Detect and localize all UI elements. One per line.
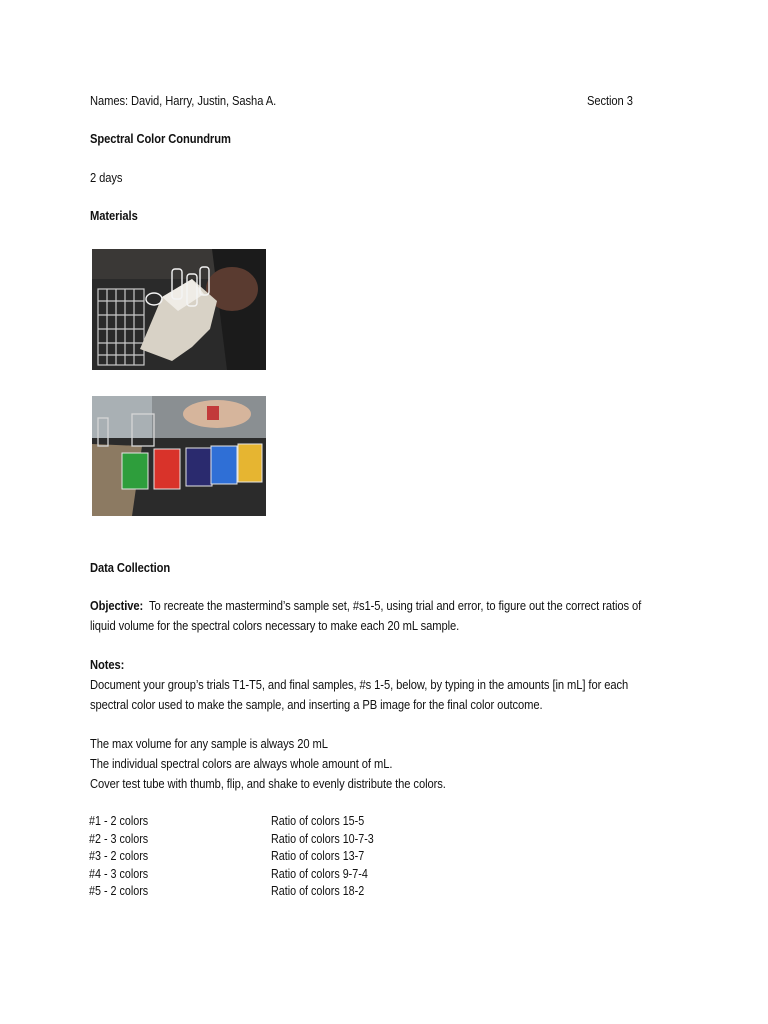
duration-text: 2 days: [90, 170, 123, 185]
objective-text-1: To recreate the mastermind’s sample set, #s1-5, using trial and error, to figure out the correct ratios of: [149, 598, 642, 613]
objective-line-1: [90, 598, 641, 614]
names-line: Names: David, Harry, Justin, Sasha A.: [90, 93, 277, 108]
sample-ratio: Ratio of colors 10-7-3: [271, 832, 374, 846]
sample-label: #3 - 2 colors: [89, 849, 149, 863]
notes-label: Notes:: [90, 657, 125, 672]
document-title: Spectral Color Conundrum: [90, 131, 231, 146]
sample-label: #5 - 2 colors: [89, 884, 149, 898]
sample-ratio: Ratio of colors 13-7: [271, 849, 365, 863]
rule-3: Cover test tube with thumb, flip, and shake to evenly distribute the colors.: [90, 776, 446, 791]
glassware-photo-drawing: [92, 249, 266, 370]
sample-label: #1 - 2 colors: [89, 814, 149, 828]
sample-label: #2 - 3 colors: [89, 832, 149, 846]
materials-photo-colored-beakers: [92, 396, 266, 516]
notes-line-2: spectral color used to make the sample, and inserting a PB image for the final color outcome.: [90, 697, 543, 712]
materials-heading: Materials: [90, 208, 138, 223]
rule-1: The max volume for any sample is always 20 mL: [90, 736, 328, 751]
notes-line-1: Document your group’s trials T1-T5, and final samples, #s 1-5, below, by typing in the amounts [in mL] for each: [90, 677, 629, 692]
sample-ratio: Ratio of colors 18-2: [271, 884, 365, 898]
sample-label: #4 - 3 colors: [89, 867, 149, 881]
data-collection-heading: Data Collection: [90, 560, 171, 575]
materials-photo-glassware: [92, 249, 266, 370]
beakers-photo-drawing: [92, 396, 266, 516]
section-label: Section 3: [587, 93, 633, 108]
sample-ratio: Ratio of colors 9-7-4: [271, 867, 368, 881]
objective-line-2: liquid volume for the spectral colors necessary to make each 20 mL sample.: [90, 618, 460, 633]
sample-ratio: Ratio of colors 15-5: [271, 814, 365, 828]
rule-2: The individual spectral colors are always whole amount of mL.: [90, 756, 393, 771]
objective-label: Objective:: [90, 598, 144, 613]
